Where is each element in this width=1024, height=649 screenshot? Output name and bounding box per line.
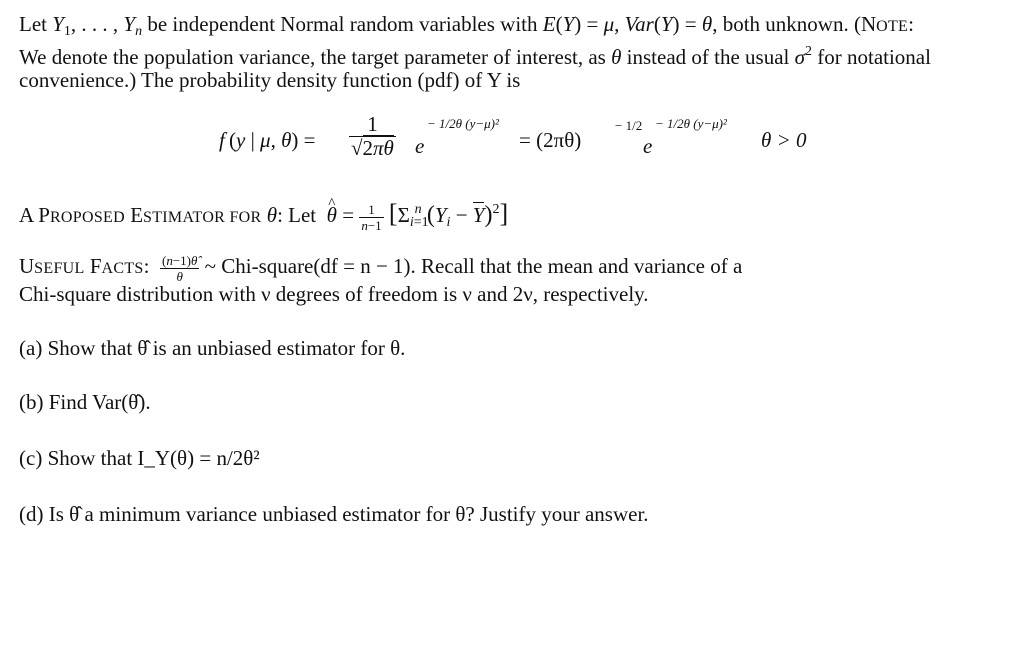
- pdf-exp-power2: − 1/2θ (y−μ)²: [655, 116, 727, 131]
- intro-line-2: We denote the population variance, the target parameter of interest, as θ instead of the usual $\sigma^2$ for notational: [19, 44, 931, 69]
- pdf-lhs-args: (y | μ, θ) =: [229, 128, 316, 152]
- intro-line-3: convenience.) The probability density function (pdf) of Y is: [19, 68, 521, 92]
- estimator-frac: $\frac{1}{n-1}$: [361, 201, 382, 233]
- pdf-frac-num: 1: [367, 112, 378, 136]
- question-c-label: (c): [19, 446, 43, 470]
- pdf-frac-den: √2πθ: [351, 136, 394, 160]
- facts-stat: $\frac{(n-1)\thetâ}{\theta}$: [161, 252, 198, 284]
- question-b-label: (b): [19, 390, 44, 414]
- question-c-text: Show that I_Y(θ) = n/2θ²: [47, 446, 260, 470]
- pdf-lhs: f: [219, 128, 225, 152]
- pdf-exp-e: e: [415, 134, 425, 158]
- estimator-let: Let: [288, 203, 317, 227]
- pdf-fraction: [349, 114, 396, 159]
- question-a: [19, 334, 405, 362]
- question-a-text: Show that θ̂ is an unbiased estimator for θ.: [47, 336, 406, 360]
- facts-line-2: Chi-square distribution with ν degrees of freedom is ν and 2ν, respectively.: [19, 282, 649, 306]
- question-b: [19, 388, 151, 416]
- intro-line-1: Let $Y_1$, . . . , $Y_n$ be independent Normal random variables with E(Y) = μ, Var(Y) = θ, both unknown. (NOTE:: [19, 12, 914, 39]
- estimator-line: A PROPOSED ESTIMATOR FOR θ: Let ^ θ = $\frac{1}{n-1}$ [$\Sigma_{i=1}^n$ $(Y_i - Y)^2$]: [19, 196, 508, 237]
- facts-line-1: USEFUL FACTS: $\frac{(n-1)\thetâ}{\theta}$ ~ Chi-square(df = n − 1). Recall that the mean and variance of a: [19, 252, 743, 284]
- pdf-exp-power: − 1/2θ (y−μ)²: [427, 116, 499, 131]
- pdf-exp-e2: e: [643, 134, 653, 158]
- question-d: [19, 500, 649, 528]
- question-d-text: Is θ̂ a minimum variance unbiased estimator for θ? Justify your answer.: [48, 502, 649, 526]
- question-a-label: (a): [19, 336, 43, 360]
- pdf-equation: [19, 114, 1019, 174]
- facts-dist: ~ Chi-square(df = n − 1). Recall that the mean and variance of a: [204, 254, 743, 278]
- pdf-condition: θ > 0: [761, 128, 807, 152]
- question-d-label: (d): [19, 502, 44, 526]
- pdf-mid: = (2πθ): [519, 128, 582, 152]
- question-b-text: Find Var(θ̂).: [48, 390, 151, 414]
- question-c: [19, 444, 260, 472]
- pdf-mid-power: − 1/2: [615, 118, 643, 133]
